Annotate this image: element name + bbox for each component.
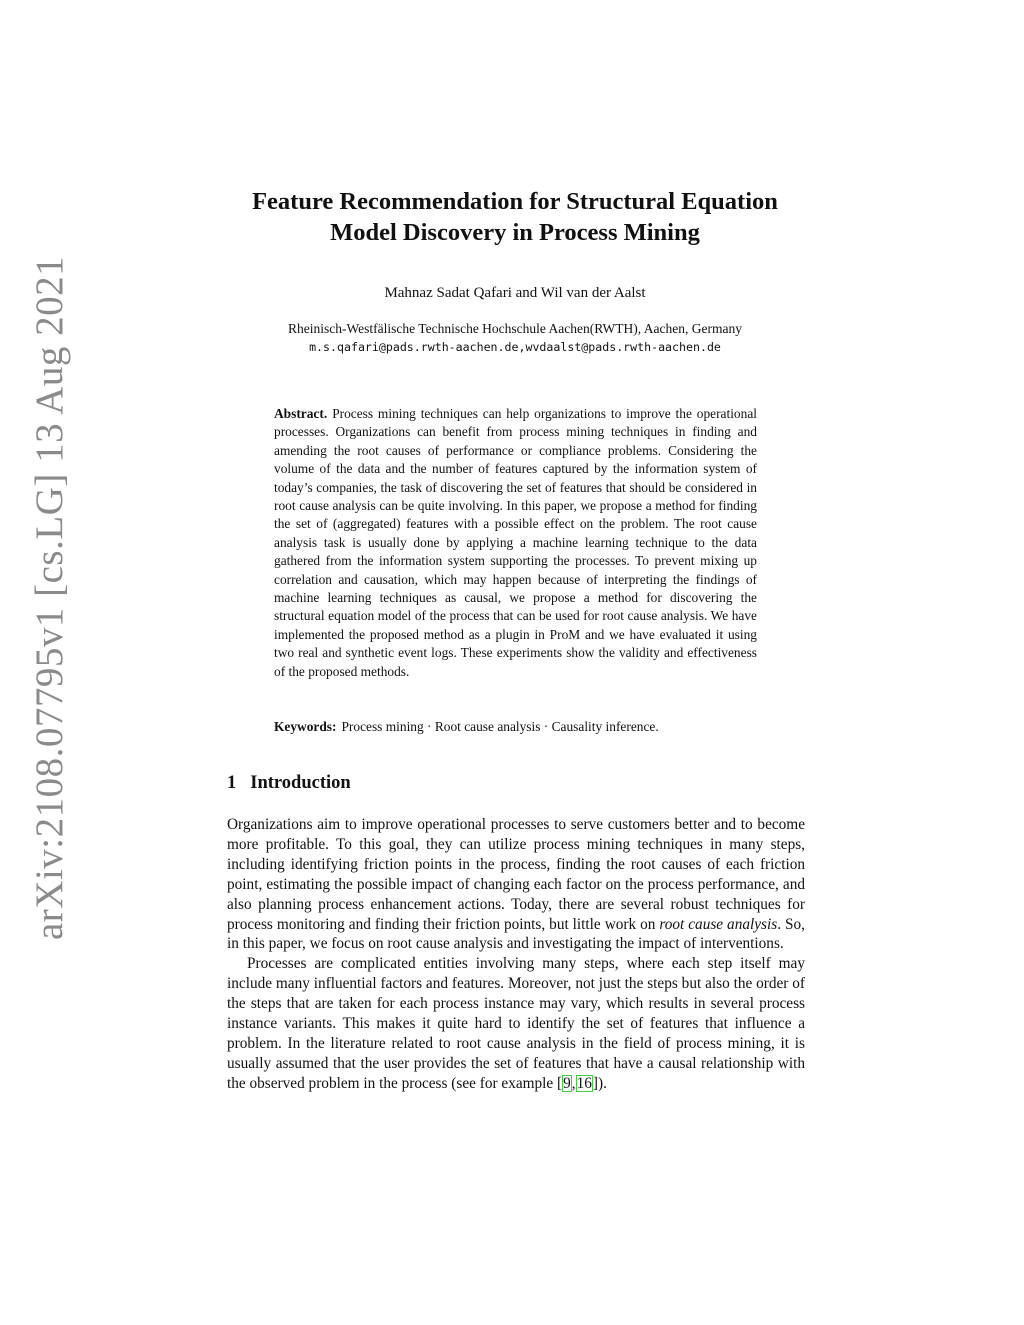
paper-title (180, 186, 850, 248)
authors: Mahnaz Sadat Qafari and Wil van der Aalst (384, 285, 646, 301)
section-number: 1 (227, 773, 237, 793)
intro-p1-text-end: . So, in this paper, we focus on root cause analysis and investigating the impact of interventions. (227, 915, 805, 953)
intro-paragraph-2 (227, 954, 805, 1093)
keywords-label: Keywords: (274, 719, 337, 734)
author-emails: m.s.qafari@pads.rwth-aachen.de,wvdaalst@pads.rwth-aachen.de (309, 340, 721, 354)
paper-title-line-1: Feature Recommendation for Structural Equation (252, 188, 778, 215)
introduction-body (227, 815, 805, 1094)
paper-title-line-2: Model Discovery in Process Mining (330, 219, 700, 246)
citation-link-9[interactable]: 9 (563, 1074, 571, 1092)
citation-link-16[interactable]: 16 (576, 1074, 592, 1092)
keywords-text: Process mining · Root cause analysis · Causality inference. (341, 719, 659, 734)
keywords (274, 718, 757, 736)
affiliation: Rheinisch-Westfälische Technische Hochschule Aachen(RWTH), Aachen, Germany (288, 321, 742, 336)
abstract-label: Abstract. (274, 406, 328, 421)
section-heading-introduction (227, 771, 351, 795)
citation-separator: , (571, 1074, 576, 1092)
intro-p1-text: Organizations aim to improve operational processes to serve customers better and to become more profitable. To this goal, they can utilize process mining techniques in many steps, including identifying friction points in the process, finding the root causes of each friction point, estimating the possible impact of changing each factor on the process performance, and also planning process enhancement actions. Today, there are several robust techniques for process monitoring and finding their friction points, but little work on (227, 816, 805, 933)
intro-p2-text-end: ]). (592, 1074, 607, 1092)
root-cause-analysis-emphasis: root cause analysis (659, 915, 778, 933)
abstract (274, 405, 757, 681)
section-title: Introduction (250, 773, 351, 793)
intro-paragraph-1 (227, 815, 805, 954)
intro-p2-text: Processes are complicated entities involving many steps, where each step itself may include many influential factors and features. Moreover, not just the steps but also the order of the steps that are taken for each process instance may vary, which results in several process instance variants. This makes it quite hard to identify the set of features that influence a problem. In the literature related to root cause analysis in the field of process mining, it is usually assumed that the user provides the set of features that have a causal relationship with the observed problem in the process (see for example [ (227, 955, 805, 1092)
abstract-text: Process mining techniques can help organizations to improve the operational processes. Organizations can benefit from process mining techniques in finding and amending the root causes of performance or compliance problems. Considering the volume of the data and the number of features captured by the information system of today’s companies, the task of discovering the set of features that should be considered in root cause analysis can be quite involving. In this paper, we propose a method for finding the set of (aggregated) features with a possible effect on the problem. The root cause analysis task is usually done by applying a machine learning technique to the data gathered from the information system supporting the processes. To prevent mixing up correlation and causation, which may happen because of interpreting the findings of machine learning techniques as causal, we propose a method for discovering the structural equation model of the process that can be used for root cause analysis. We have implemented the proposed method as a plugin in ProM and we have evaluated it using two real and synthetic event logs. These experiments show the validity and effectiveness of the proposed methods. (274, 406, 757, 679)
arxiv-identifier-stamp: arXiv:2108.07795v1 [cs.LG] 13 Aug 2021 (28, 255, 71, 940)
